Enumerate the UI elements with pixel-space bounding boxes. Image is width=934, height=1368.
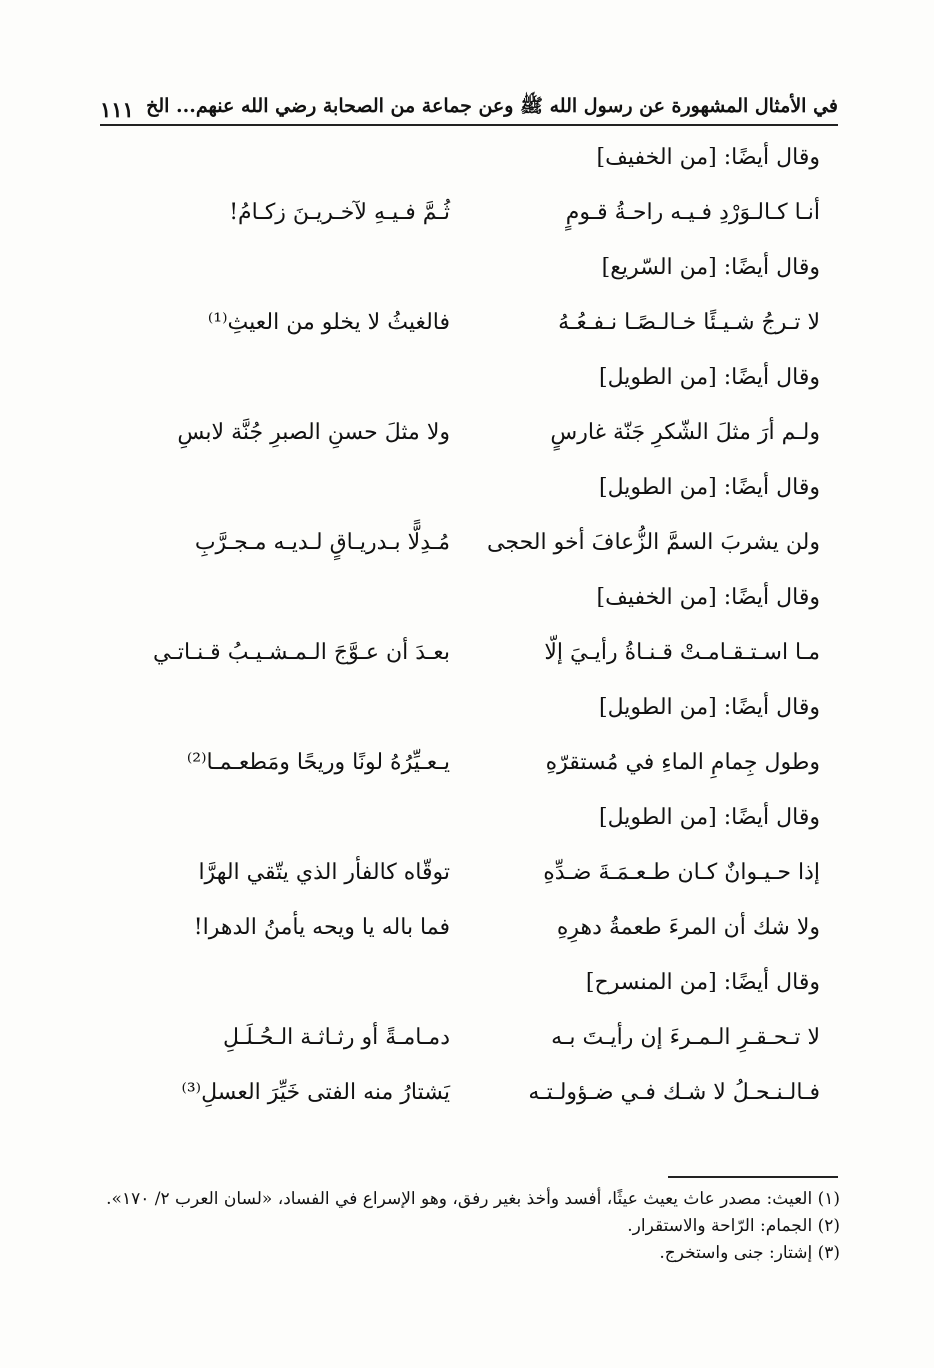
first-hemistich: مـا اسـتـقـامـتْ قـنـاةُ رأيـيَ إلّا [544, 640, 820, 665]
verse-line [120, 1065, 820, 1120]
footnote: (١) العيث: مصدر عاث يعيث عيثًا، أفسد وأخذ بغير رفق، وهو الإسراع في الفساد، «لسان العرب ٢/ ١٧٠». [106, 1189, 840, 1209]
verse-intro: وقال أيضًا: [من الخفيف] [596, 585, 820, 610]
hemistich-gap [450, 900, 500, 955]
second-hemistich: توقّاه كالفأر الذي يتّقي الهرَّا [198, 860, 450, 885]
second-hemistich: دمـامـةً أو رثـاثـة الـحُـلَـلِ [222, 1025, 450, 1050]
first-hemistich: ولـم أرَ مثلَ الشّكرِ جَنّة غارسٍ [550, 420, 820, 445]
verse-intro: وقال أيضًا: [من السّريع] [601, 255, 820, 280]
first-hemistich: ولن يشربَ السمَّ الزُّعافَ أخو الحجى [487, 530, 820, 555]
running-title: في الأمثال المشهورة عن رسول الله ﷺ وعن جماعة من الصحابة رضي الله عنهم... الخ [146, 95, 838, 117]
hemistich-gap [450, 1065, 500, 1120]
verse-intro: وقال أيضًا: [من الطويل] [599, 475, 820, 500]
hemistich-gap [450, 1010, 500, 1065]
verse-line [120, 515, 820, 570]
hemistich-gap [450, 735, 500, 790]
first-hemistich: ولا شك أن المرءَ طعمةُ دهرِهِ [556, 915, 820, 940]
hemistich-gap [450, 295, 500, 350]
second-hemistich: بعـدَ أن عـوَّجَ الـمـشـيـبُ قـنـاتـي [153, 640, 450, 665]
verse-line [120, 295, 820, 350]
footnote: (٣) إشتار: جنى واستخرج. [659, 1243, 840, 1263]
verse-intro: وقال أيضًا: [من الخفيف] [596, 145, 820, 170]
second-hemistich: يـعـيِّرُهُ لونًا وريحًا ومَطعـمـا⁽²⁾ [186, 750, 450, 775]
verse-line [120, 405, 820, 460]
hemistich-gap [450, 405, 500, 460]
verse-intro: وقال أيضًا: [من المنسرح] [585, 970, 820, 995]
second-hemistich: ثُـمَّ فـيـهِ لآخـريـنَ زكـامُ! [229, 200, 450, 225]
verse-line [120, 1010, 820, 1065]
second-hemistich: فما باله يا ويحه يأمنُ الدهرا! [193, 915, 450, 940]
verse-intro: وقال أيضًا: [من الطويل] [599, 365, 820, 390]
first-hemistich: أنـا كـالـوَرْدِ فـيـه راحـةُ قـومٍ [565, 200, 820, 225]
verse-line [120, 185, 820, 240]
verse-intro: وقال أيضًا: [من الطويل] [599, 695, 820, 720]
header-rule [100, 124, 838, 126]
footnote: (٢) الجمام: الرّاحة والاستقرار. [627, 1216, 840, 1236]
footnote-rule [668, 1176, 838, 1178]
verse-line [120, 845, 820, 900]
page-header [100, 82, 838, 122]
first-hemistich: إذا حـيـوانٌ كـان طـعـمَـةَ ضـدِّهِ [543, 860, 820, 885]
first-hemistich: وطول جِمامِ الماءِ في مُستقرّهِ [545, 750, 820, 775]
verse-line [120, 735, 820, 790]
first-hemistich: لا تـرجُ شـيـئًا خـالـصًـا نـفـعُـهُ [558, 310, 820, 335]
hemistich-gap [450, 845, 500, 900]
verse-intro: وقال أيضًا: [من الطويل] [599, 805, 820, 830]
second-hemistich: فالغيثُ لا يخلو من العيثِ⁽¹⁾ [207, 310, 450, 335]
footnotes [100, 1186, 840, 1267]
verse-line [120, 900, 820, 955]
first-hemistich: لا تـحـقـرِ الـمـرءَ إن رأيـتَ بـه [551, 1025, 820, 1050]
second-hemistich: مُـدِلًّا بـدريـاقٍ لـديـه مـجـرَّبِ [194, 530, 450, 555]
second-hemistich: ولا مثلَ حسنِ الصبرِ جُنَّة لابسِ [177, 420, 450, 445]
second-hemistich: يَشتارُ منه الفتى خَيِّرَ العسلِ⁽³⁾ [181, 1080, 450, 1105]
hemistich-gap [450, 185, 500, 240]
page-number: ١١١ [100, 97, 134, 122]
hemistich-gap [450, 515, 500, 570]
verse-line [120, 625, 820, 680]
poem-body [120, 130, 820, 1120]
hemistich-gap [450, 625, 500, 680]
first-hemistich: فـالـنـحـلُ لا شـك فـي ضـؤولـتـه [528, 1080, 820, 1105]
